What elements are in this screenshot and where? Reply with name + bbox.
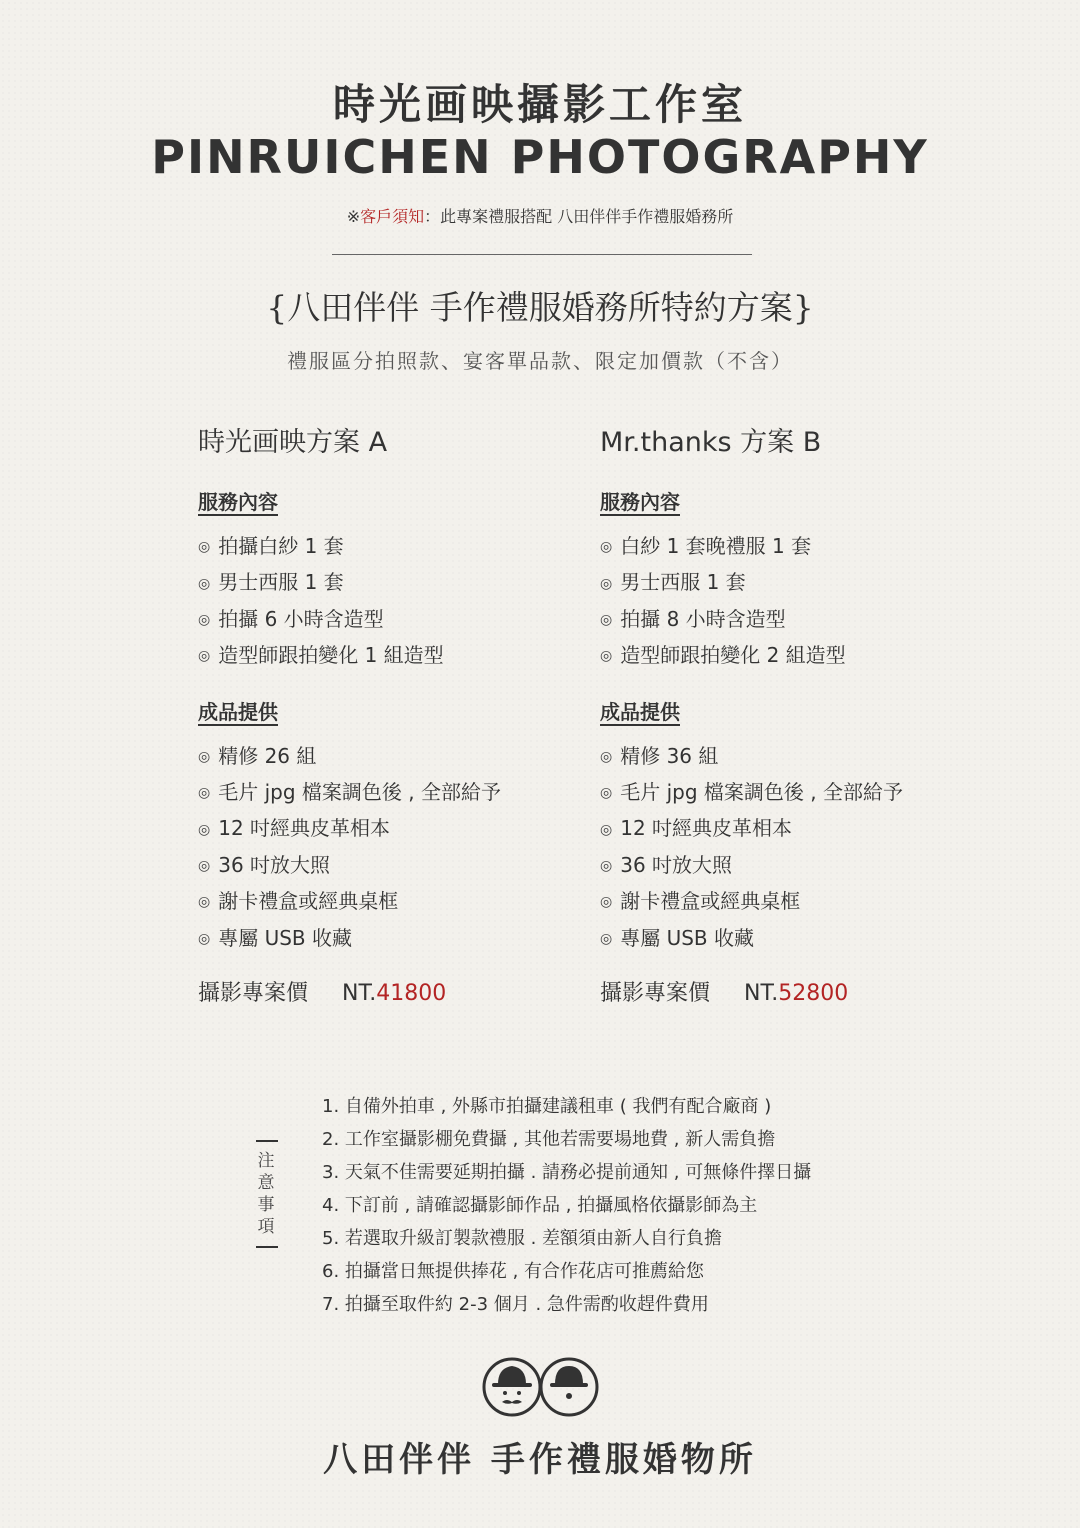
list-item: ◎ 造型師跟拍變化 1 組造型 [198,637,598,673]
notes-side-label [256,1140,278,1248]
plan-a-column [198,420,598,1006]
plan-subtitle: 禮服區分拍照款、宴客單品款、限定加價款（不含） [287,349,793,373]
list-item: ◎ 12 吋經典皮革相本 [600,810,1040,846]
note-item: 5. 若選取升級訂製款禮服 . 差額須由新人自行負擔 [322,1228,723,1249]
plan-b-product-title: 成品提供 [600,699,680,724]
list-item: ◎ 36 吋放大照 [198,847,598,883]
list-item: ◎ 專屬 USB 收藏 [198,920,598,956]
price-label: 攝影專案價 [198,981,309,1006]
list-item: ◎ 精修 36 組 [600,738,1040,774]
list-item: ◎ 謝卡禮盒或經典桌框 [600,883,1040,919]
bullet-icon: ◎ [600,821,613,838]
bullet-icon: ◎ [198,539,211,556]
plan-b-product-list [600,738,1040,956]
list-item: ◎ 男士西服 1 套 [198,564,598,600]
side-char: 事 [257,1195,277,1215]
studio-title-zh: 時光画映攝影工作室 [332,80,747,129]
list-item: ◎ 精修 26 組 [198,738,598,774]
list-item: ◎ 拍攝白紗 1 套 [198,528,598,564]
plan-a-service-list [198,528,598,674]
note-item: 2. 工作室攝影棚免費攝 , 其他若需要場地費 , 新人需負擔 [322,1129,776,1150]
plan-a-title: 時光画映方案 A [198,427,388,458]
notes-list [322,1090,811,1321]
list-item: ◎ 毛片 jpg 檔案調色後 , 全部給予 [600,774,1040,810]
plan-b-price [600,976,848,1007]
bullet-icon: ◎ [600,785,613,802]
plan-a-product-title: 成品提供 [198,699,278,724]
plan-a-service-title: 服務內容 [198,490,278,514]
bullet-icon: ◎ [198,612,211,629]
price-prefix: NT. [744,981,779,1006]
plan-a-price [198,976,446,1007]
plan-a-product-list [198,738,598,956]
list-item: ◎ 謝卡禮盒或經典桌框 [198,883,598,919]
studio-title-en: PINRUICHEN PHOTOGRAPHY [151,130,929,184]
plan-b-service-list [600,528,1040,674]
side-bar-bottom [256,1246,278,1248]
footer-brand: 八田伴伴 手作禮服婚物所 [323,1440,757,1480]
bullet-icon: ◎ [600,858,613,875]
bullet-icon: ◎ [600,575,613,592]
price-value: 52800 [778,981,849,1006]
side-char: 注 [257,1151,277,1171]
note-item: 1. 自備外拍車 , 外縣市拍攝建議租車 ( 我們有配合廠商 ) [322,1096,772,1117]
plan-b-column [600,420,1040,1006]
list-item: ◎ 36 吋放大照 [600,847,1040,883]
bullet-icon: ◎ [198,648,211,665]
note-item: 6. 拍攝當日無提供捧花 , 有合作花店可推薦給您 [322,1261,705,1282]
price-prefix: NT. [342,981,377,1006]
list-item: ◎ 毛片 jpg 檔案調色後 , 全部給予 [198,774,598,810]
note-item: 3. 天氣不佳需要延期拍攝 . 請務必提前通知 , 可無條件擇日攝 [322,1162,812,1183]
bullet-icon: ◎ [198,894,211,911]
bullet-icon: ◎ [600,612,613,629]
plan-b-service-title: 服務內容 [600,490,680,514]
bullet-icon: ◎ [198,748,211,765]
price-label: 攝影專案價 [600,981,711,1006]
bullet-icon: ◎ [600,748,613,765]
list-item: ◎ 造型師跟拍變化 2 組造型 [600,637,1040,673]
bullet-icon: ◎ [600,894,613,911]
list-item: ◎ 專屬 USB 收藏 [600,920,1040,956]
notice-prefix: ※ [346,207,361,226]
bullet-icon: ◎ [198,821,211,838]
bullet-icon: ◎ [198,785,211,802]
bullet-icon: ◎ [600,648,613,665]
bullet-icon: ◎ [198,575,211,592]
notice-text: ：此專案禮服搭配 八田伴伴手作禮服婚務所 [424,207,734,226]
list-item: ◎ 拍攝 6 小時含造型 [198,601,598,637]
header-divider [332,254,752,255]
bullet-icon: ◎ [198,858,211,875]
notice-label: 客戶須知 [360,207,425,226]
plan-title: {八田伴伴 手作禮服婚務所特約方案} [266,288,814,327]
note-item: 7. 拍攝至取件約 2-3 個月 . 急件需酌收趕件費用 [322,1294,709,1315]
list-item: ◎ 拍攝 8 小時含造型 [600,601,1040,637]
two-gentlemen-logo-icon [480,1354,602,1420]
list-item: ◎ 12 吋經典皮革相本 [198,810,598,846]
list-item: ◎ 白紗 1 套晚禮服 1 套 [600,528,1040,564]
client-notice [0,204,1080,227]
bullet-icon: ◎ [600,930,613,947]
bullet-icon: ◎ [600,539,613,556]
note-item: 4. 下訂前 , 請確認攝影師作品 , 拍攝風格依攝影師為主 [322,1195,758,1216]
price-value: 41800 [376,981,447,1006]
side-char: 項 [257,1217,277,1237]
bullet-icon: ◎ [198,930,211,947]
list-item: ◎ 男士西服 1 套 [600,564,1040,600]
side-char: 意 [257,1173,277,1193]
plan-b-title: Mr.thanks 方案 B [600,427,822,458]
